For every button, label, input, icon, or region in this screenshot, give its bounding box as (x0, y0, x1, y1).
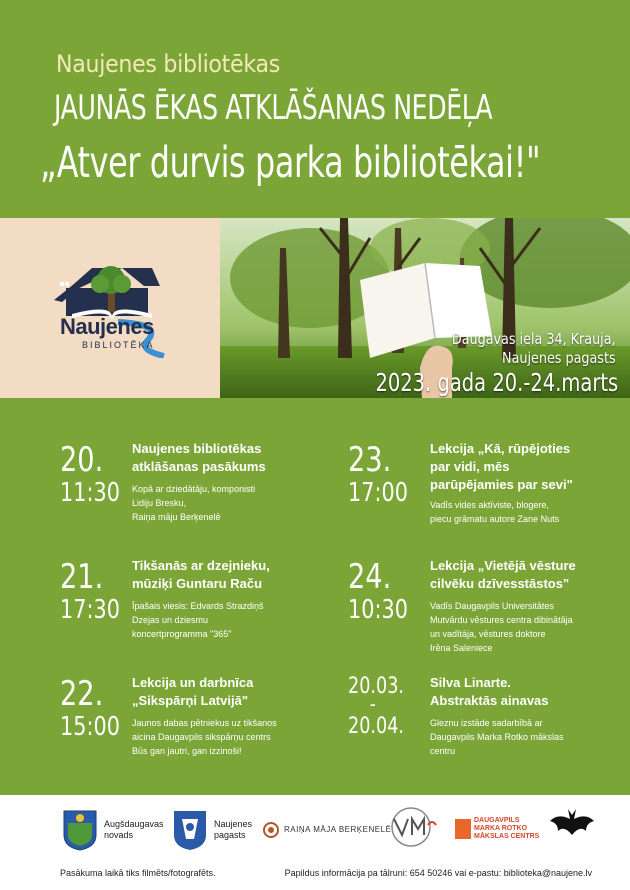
logo-word: Naujenes (60, 314, 154, 339)
event-item (60, 674, 360, 784)
event-day: 24. (348, 557, 392, 597)
event-description: Vadīs vides aktīviste, blogere, piecu grāmatu autore Zane Nuts (430, 500, 560, 524)
event-dates: 2023. gada 20.-24.marts (375, 368, 618, 397)
naujenes-pagasts-text: Naujenes pagasts (214, 819, 253, 840)
augsdaugavas-logo (62, 809, 98, 856)
coat-of-arms-icon (62, 809, 98, 851)
event-item (60, 440, 360, 550)
rotko-square-icon (455, 819, 471, 839)
slogan: „Atver durvis parka bibliotēkai!" (40, 138, 541, 188)
event-time: 11:30 (60, 478, 120, 508)
rotko-logo (455, 819, 471, 844)
event-title: Naujenes bibliotēkas atklāšanas pasākums (132, 441, 266, 474)
bat-icon (548, 805, 596, 849)
event-start-date: 20.03. (348, 674, 404, 699)
banner (0, 218, 630, 398)
bat-centre-logo (548, 805, 596, 854)
event-item (348, 440, 630, 550)
event-date-dash: - (370, 692, 376, 716)
vmc-logo (382, 805, 440, 854)
augsdaugavas-text: Augšdaugavas novads (104, 819, 164, 840)
event-title: Lekcija „Vietējā vēsture cilvēku dzīvesstāstos" (430, 558, 576, 591)
event-description: Jaunos dabas pētniekus uz tikšanos aicina Daugavpils sikspārņu centrs Būs gan jautri, gan izzinoši! (132, 718, 277, 756)
event-title: Lekcija „Kā, rūpējoties par vidi, mēs parūpējamies par sevi" (430, 441, 573, 492)
event-title: Silva Linarte. Abstraktās ainavas (430, 675, 549, 708)
event-time: 17:00 (348, 478, 408, 508)
library-name: Naujenes bibliotēkas (56, 50, 280, 78)
library-logo-panel (0, 218, 220, 398)
event-time: 10:30 (348, 595, 408, 625)
filming-note: Pasākuma laikā tiks filmēts/fotografēts. (60, 868, 216, 878)
raina-maja-text: RAIŅA MĀJA BERĶENELĒ (284, 825, 392, 834)
address-line-1: Daugavas iela 34, Krauja, (452, 330, 616, 348)
event-item (60, 557, 360, 667)
contact-info: Papildus informācija pa tālruni: 654 50246 vai e-pastu: biblioteka@naujene.lv (284, 868, 592, 878)
event-time: 15:00 (60, 712, 120, 742)
week-title: JAUNĀS ĒKAS ATKLĀŠANAS NEDĒĻA (54, 88, 493, 128)
event-day: 23. (348, 440, 392, 480)
event-time: 17:30 (60, 595, 120, 625)
event-item (348, 557, 630, 667)
address (452, 330, 616, 368)
parish-crest-icon (172, 809, 208, 851)
event-title: Tikšanās ar dzejnieku, mūziķi Guntaru Raču (132, 558, 270, 591)
event-day: 22. (60, 674, 104, 714)
footer (0, 795, 630, 890)
vmc-emblem-icon (382, 805, 440, 849)
event-day: 20. (60, 440, 104, 480)
park-photo (220, 218, 630, 398)
naujenes-pagasts-logo (172, 809, 208, 856)
event-end-date: 20.04. (348, 714, 404, 739)
event-description: Vadīs Daugavpils Universitātes Mutvārdu vēstures centra dibinātāja un vadītāja, vēstures doktore Irēna Saleniece (430, 601, 573, 653)
sun-icon (262, 821, 280, 839)
event-description: Īpašais viesis: Edvards Strazdiņš Dzejas un dziesmu koncertprogramma "365" (132, 601, 264, 639)
event-item (348, 674, 630, 784)
event-description: Kopā ar dziedātāju, komponisti Lidiju Bresku, Raiņa māju Berķenelē (132, 484, 256, 522)
event-day: 21. (60, 557, 104, 597)
event-description: Gleznu izstāde sadarbībā ar Daugavpils Marka Rotko mākslas centru (430, 718, 564, 756)
event-title: Lekcija un darbnīca „Sikspārņi Latvijā" (132, 675, 254, 708)
logo-subtitle: BIBLIOTĒKA (82, 340, 155, 350)
address-line-2: Naujenes pagasts (502, 349, 616, 367)
raina-maja-logo (262, 821, 280, 844)
rotko-text: DAUGAVPILS MARKA ROTKO MĀKSLAS CENTRS (474, 817, 540, 840)
poster-header (0, 0, 630, 218)
